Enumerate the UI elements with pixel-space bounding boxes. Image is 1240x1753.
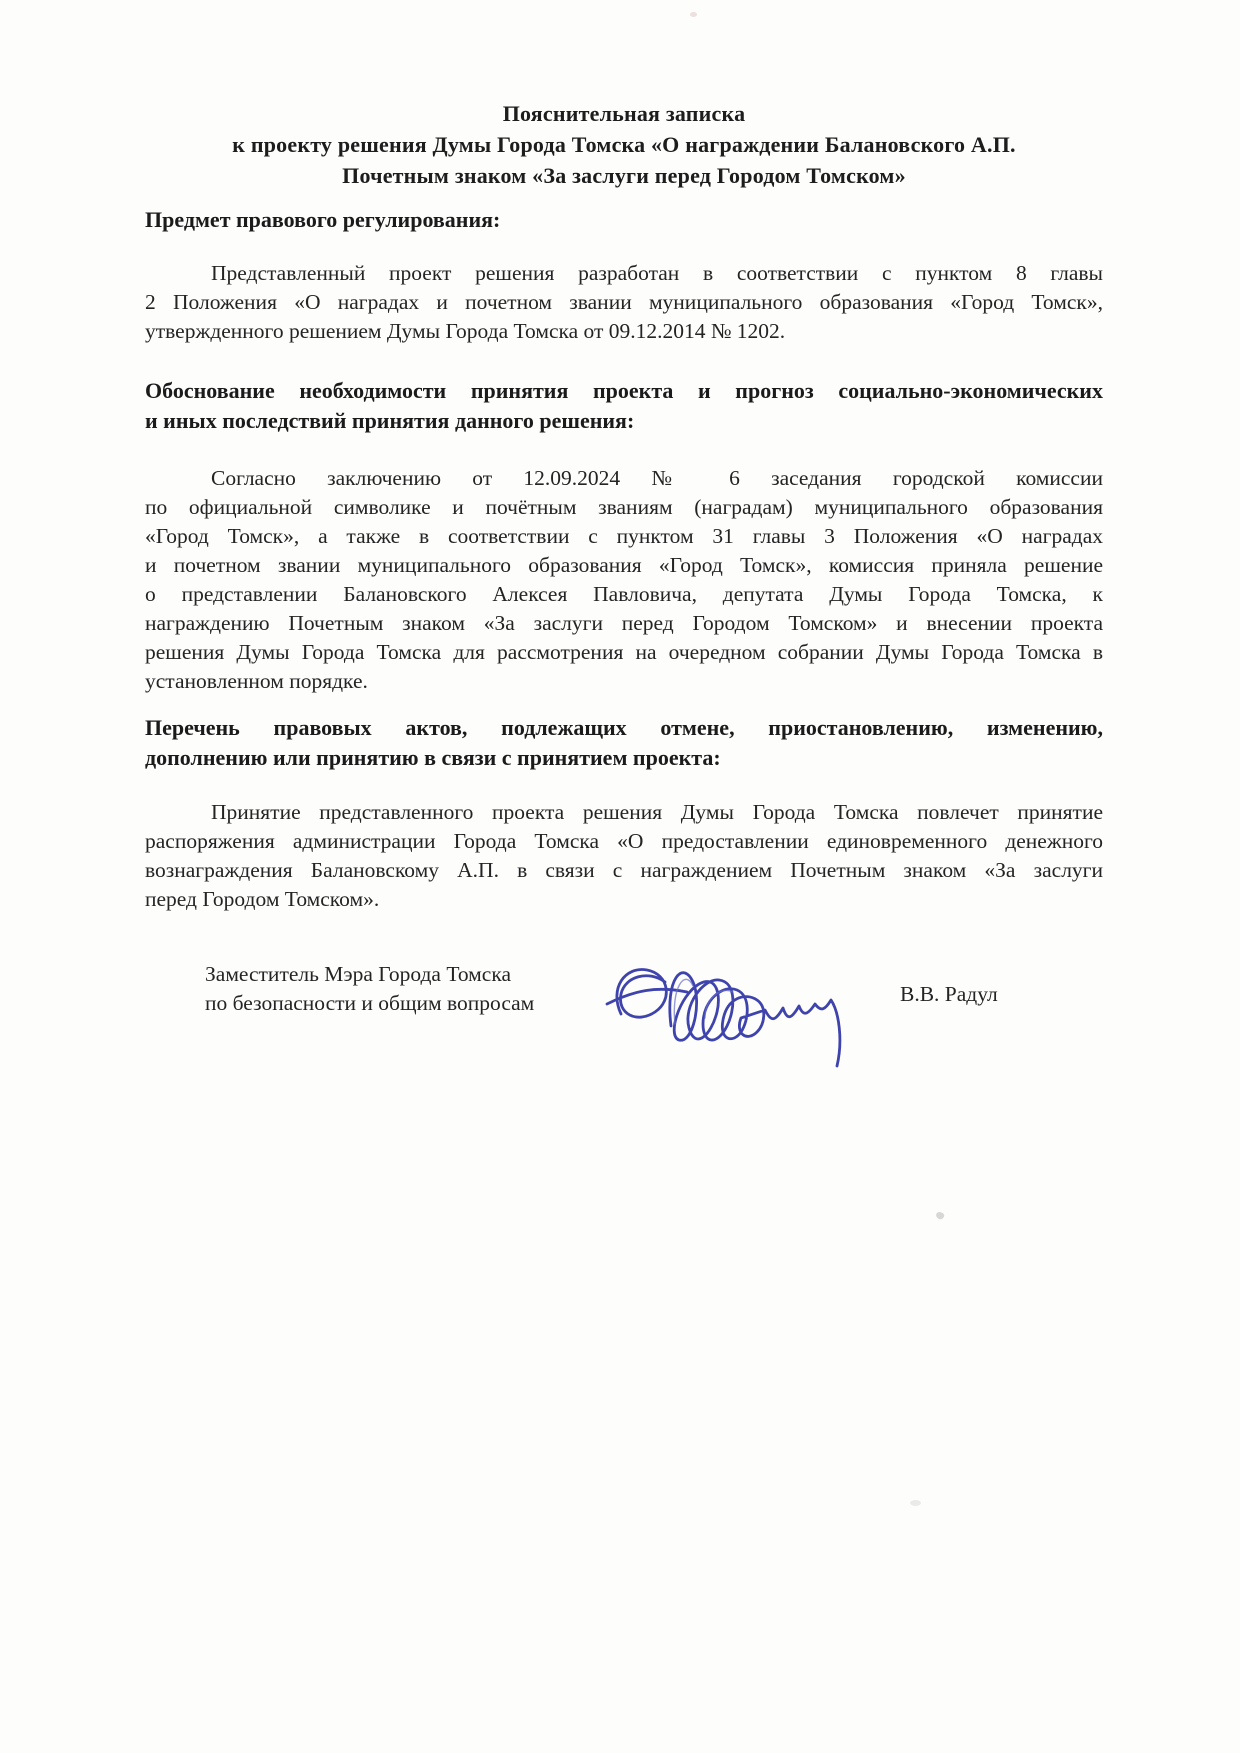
signee-name: В.В. Радул	[900, 982, 998, 1006]
paragraph-justification	[145, 464, 1103, 696]
scan-artifact-speck	[935, 1210, 946, 1220]
text-line: Пояснительная записка	[502, 101, 746, 126]
section-heading-acts-list	[145, 713, 1103, 773]
section-heading-subject	[145, 205, 1103, 235]
signee-position	[205, 960, 534, 1018]
paragraph-subject	[145, 259, 1103, 346]
text-line: утвержденного решением Думы Города Томска от 09.12.2014 № 1202.	[145, 319, 786, 343]
text-line: установленном порядке.	[145, 669, 368, 693]
text-line: Представленный проект решения разработан в соответствии с пунктом 8 главы	[211, 261, 1103, 285]
text-line: Почетным знаком «За заслуги перед Городом Томском»	[342, 163, 906, 188]
scan-artifact-speck	[910, 1500, 921, 1506]
text-line: «Город Томск», а также в соответствии с пунктом 31 главы 3 Положения «О наградах	[145, 524, 1103, 548]
text-line: решения Думы Города Томска для рассмотрения на очередном собрании Думы Города Томска в	[145, 640, 1103, 664]
text-line: к проекту решения Думы Города Томска «О награждении Балановского А.П.	[232, 132, 1016, 157]
paragraph-acts-list	[145, 798, 1103, 914]
text-line: вознаграждения Балановскому А.П. в связи с награждением Почетным знаком «За заслуги	[145, 858, 1103, 882]
text-line: о представлении Балановского Алексея Павловича, депутата Думы Города Томска, к	[145, 582, 1103, 606]
signature-block	[145, 960, 1103, 1110]
text-line: перед Городом Томском».	[145, 887, 380, 911]
text-line: по безопасности и общим вопросам	[205, 991, 535, 1015]
text-line: по официальной символике и почётным званиям (наградам) муниципального образования	[145, 495, 1103, 519]
text-line: 2 Положения «О наградах и почетном звании муниципального образования «Город Томск»,	[145, 290, 1103, 314]
text-line: и иных последствий принятия данного решения:	[145, 408, 635, 433]
text-line: награждению Почетным знаком «За заслуги перед Городом Томском» и внесении проекта	[145, 611, 1103, 635]
text-line: Принятие представленного проекта решения Думы Города Томска повлечет принятие	[211, 800, 1103, 824]
scan-artifact-speck	[690, 12, 697, 17]
text-line: распоряжения администрации Города Томска «О предоставлении единовременного денежного	[145, 829, 1103, 853]
document-title	[145, 98, 1103, 191]
text-line: Согласно заключению от 12.09.2024 № 6 заседания городской комиссии	[211, 466, 1103, 490]
handwritten-signature	[605, 948, 905, 1078]
text-line: Заместитель Мэра Города Томска	[205, 962, 511, 986]
section-heading-justification	[145, 376, 1103, 436]
document-body	[145, 98, 1103, 1110]
text-line: и почетном звании муниципального образования «Город Томск», комиссия приняла решение	[145, 553, 1103, 577]
text-line: Перечень правовых актов, подлежащих отмене, приостановлению, изменению,	[145, 715, 1103, 740]
text-line: Предмет правового регулирования:	[145, 207, 501, 232]
text-line: Обоснование необходимости принятия проекта и прогноз социально-экономических	[145, 378, 1103, 403]
text-line: дополнению или принятию в связи с принятием проекта:	[145, 745, 721, 770]
